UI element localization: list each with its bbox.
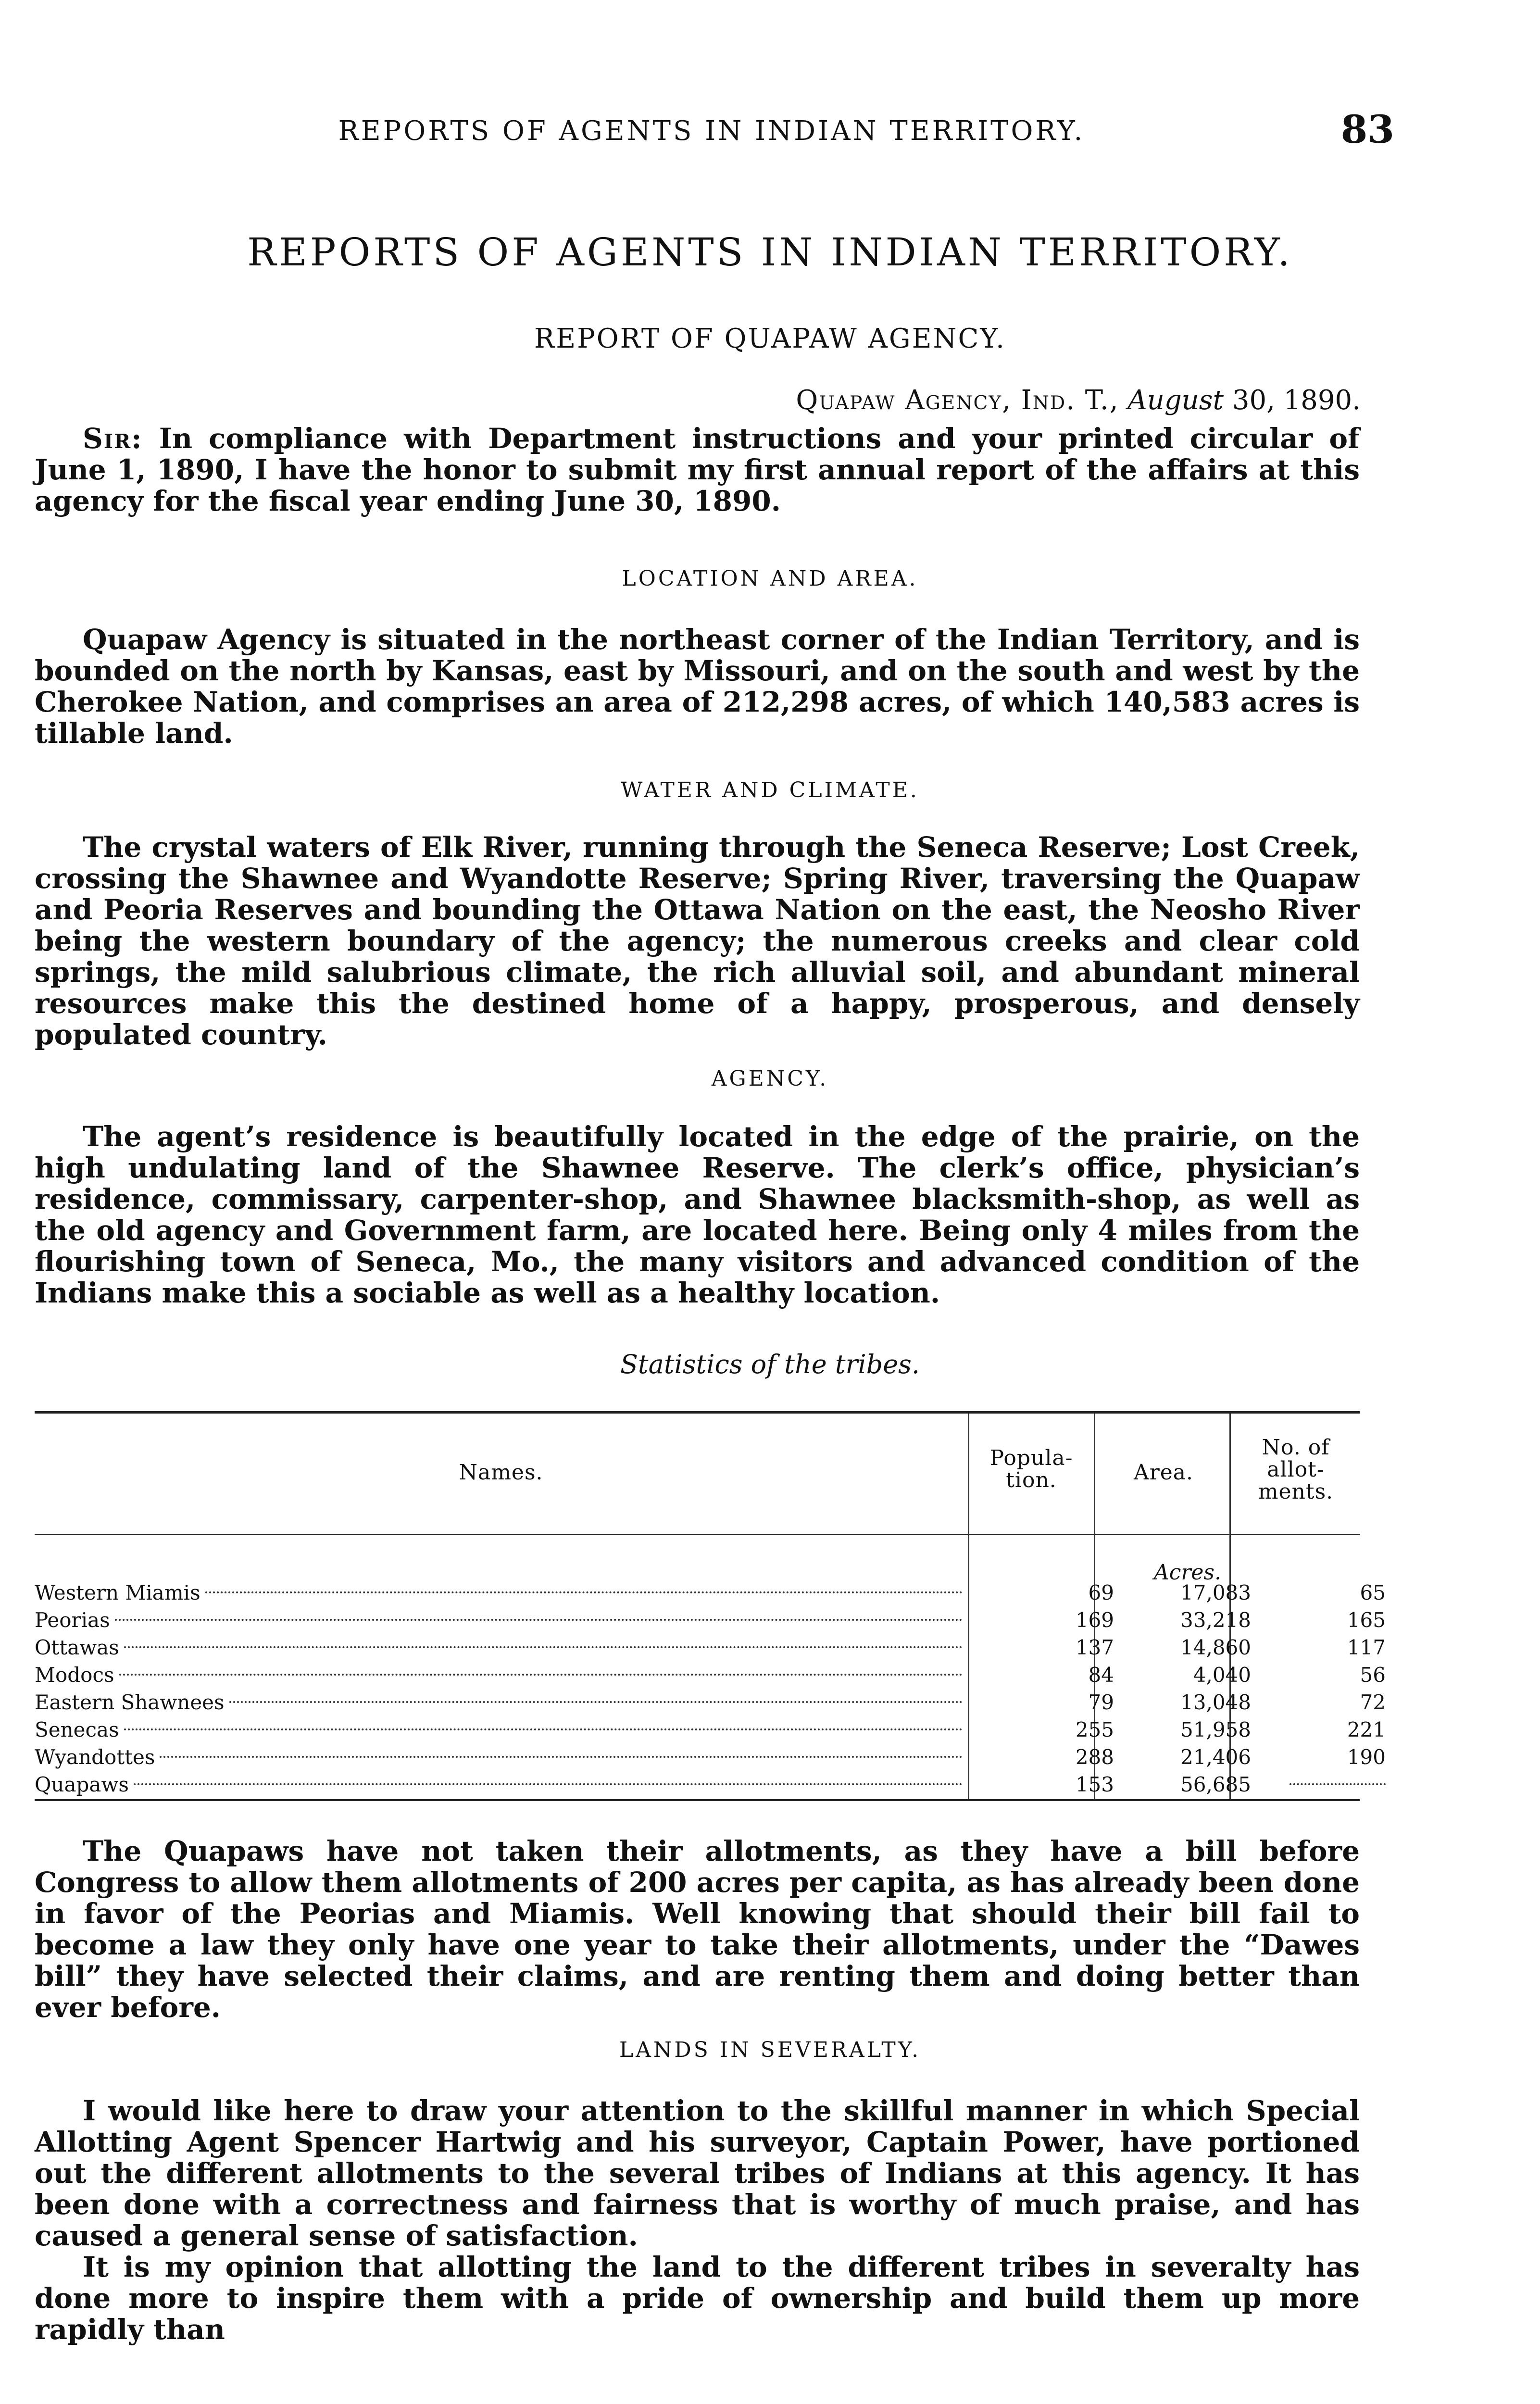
tribe-name: Quapaws bbox=[35, 1773, 129, 1796]
allotments-cell: 65 bbox=[1360, 1581, 1386, 1604]
tribe-name: Ottawas bbox=[35, 1636, 119, 1659]
table-header-rule bbox=[35, 1534, 1360, 1535]
dateline-place: Quapaw Agency, Ind. T., bbox=[796, 385, 1119, 416]
population-cell: 169 bbox=[1075, 1608, 1114, 1632]
report-subtitle: REPORT OF QUAPAW AGENCY. bbox=[534, 323, 1006, 354]
allotments-cell: 72 bbox=[1360, 1690, 1386, 1714]
running-head: REPORTS OF AGENTS IN INDIAN TERRITORY. bbox=[338, 115, 1085, 147]
allotments-cell: 190 bbox=[1347, 1745, 1386, 1769]
population-cell: 255 bbox=[1075, 1718, 1114, 1741]
leader-dots bbox=[124, 1728, 963, 1730]
area-cell: 17,083 bbox=[1180, 1581, 1251, 1604]
tribe-name: Eastern Shawnees bbox=[35, 1690, 225, 1714]
page-number: 83 bbox=[1340, 107, 1394, 152]
salutation-paragraph bbox=[35, 423, 1360, 517]
population-cell: 137 bbox=[1075, 1636, 1114, 1659]
salutation-sir: Sir: bbox=[83, 422, 143, 455]
area-cell: 13,048 bbox=[1180, 1690, 1251, 1714]
table-top-rule bbox=[35, 1411, 1360, 1414]
tribe-name: Peorias bbox=[35, 1608, 110, 1632]
dateline-date: 30, 1890. bbox=[1232, 385, 1361, 416]
area-cell: 33,218 bbox=[1180, 1608, 1251, 1632]
table-row bbox=[35, 1745, 1386, 1769]
salutation-text: In compliance with Department instructions and your printed circular of June 1, 1890, I have the honor to submit my first annual report of the affairs at this agency for the fiscal year ending June 30, 1890. bbox=[35, 422, 1360, 517]
area-cell: 56,685 bbox=[1180, 1773, 1251, 1796]
area-cell: 14,860 bbox=[1180, 1636, 1251, 1659]
water-paragraph bbox=[35, 832, 1360, 1051]
table-row bbox=[35, 1690, 1386, 1714]
tribe-name: Modocs bbox=[35, 1663, 114, 1687]
allotments-note-paragraph bbox=[35, 1836, 1360, 2023]
agency-text: The agent’s residence is beautifully located in the edge of the prairie, on the high undulating land of the Shawnee Reserve. The clerk’s office, physician’s residence, commissary, carpenter-shop, and Shawnee blacksmith-shop, as well as the old agency and Government farm, are located here. Being only 4 miles from the flourishing town of Seneca, Mo., the many visitors and advanced condition of the Indians make this a sociable as well as a healthy location. bbox=[35, 1120, 1360, 1309]
table-row bbox=[35, 1718, 1386, 1741]
leader-dots bbox=[134, 1783, 963, 1785]
area-cell: 51,958 bbox=[1180, 1718, 1251, 1741]
allotments-note-text: The Quapaws have not taken their allotments, as they have a bill before Congress to allow them allotments of 200 acres per capita, as has already been done in favor of the Peorias and Miamis. Well knowing that should their bill fail to become a law they only have one year to take their allotments, under the “Dawes bill” they have selected their claims, and are renting them and doing better than ever before. bbox=[35, 1835, 1360, 2024]
leader-dots bbox=[115, 1619, 963, 1621]
population-cell: 69 bbox=[1088, 1581, 1114, 1604]
page-title: REPORTS OF AGENTS IN INDIAN TERRITORY. bbox=[247, 230, 1293, 275]
agency-paragraph bbox=[35, 1121, 1360, 1309]
dateline-month: August bbox=[1127, 385, 1224, 416]
column-header-area: Area. bbox=[1133, 1460, 1194, 1485]
heading-severalty: LANDS IN SEVERALTY. bbox=[619, 2038, 921, 2062]
table-caption: Statistics of the tribes. bbox=[620, 1349, 920, 1379]
table-row bbox=[35, 1581, 1386, 1604]
population-cell: 84 bbox=[1088, 1663, 1114, 1687]
area-unit-label: Acres. bbox=[1153, 1560, 1221, 1585]
heading-water: WATER AND CLIMATE. bbox=[621, 778, 919, 802]
tribe-name: Western Miamis bbox=[35, 1581, 200, 1604]
table-row bbox=[35, 1663, 1386, 1687]
severalty-paragraphs bbox=[35, 2095, 1360, 2345]
table-row bbox=[35, 1608, 1386, 1632]
population-cell: 288 bbox=[1075, 1745, 1114, 1769]
column-header-population: Popula- tion. bbox=[989, 1446, 1073, 1492]
population-cell: 153 bbox=[1075, 1773, 1114, 1796]
table-row bbox=[35, 1775, 1360, 1795]
population-cell: 79 bbox=[1088, 1690, 1114, 1714]
column-divider bbox=[968, 1414, 969, 1799]
allotments-cell: 56 bbox=[1360, 1663, 1386, 1687]
area-cell: 4,040 bbox=[1193, 1663, 1251, 1687]
table-row bbox=[35, 1636, 1386, 1659]
leader-dots bbox=[229, 1701, 963, 1703]
allotments-empty-dots bbox=[1290, 1783, 1386, 1785]
table-bottom-rule bbox=[35, 1799, 1360, 1801]
leader-dots bbox=[124, 1646, 963, 1648]
water-text: The crystal waters of Elk River, running through the Seneca Reserve; Lost Creek, crossing the Shawnee and Wyandotte Reserve; Spring River, traversing the Quapaw and Peoria Reserves and bounding the Ottawa Nation on the east, the Neosho River being the western boundary of the agency; the numerous creeks and clear cold springs, the mild salubrious climate, the rich alluvial soil, and abundant mineral resources make this the destined home of a happy, prosperous, and densely populated country. bbox=[35, 831, 1360, 1051]
location-paragraph bbox=[35, 624, 1360, 749]
column-header-names: Names. bbox=[459, 1460, 543, 1485]
column-header-allotments: No. of allot- ments. bbox=[1258, 1435, 1334, 1504]
heading-location: LOCATION AND AREA. bbox=[622, 566, 918, 591]
leader-dots bbox=[160, 1756, 963, 1758]
location-text: Quapaw Agency is situated in the northeast corner of the Indian Territory, and is bounded on the north by Kansas, east by Missouri, and on the south and west by the Cherokee Nation, and comprises an area of 212,298 acres, of which 140,583 acres is tillable land. bbox=[35, 623, 1360, 750]
severalty-text-1: I would like here to draw your attention to the skillful manner in which Special Allotting Agent Spencer Hartwig and his surveyor, Captain Power, have portioned out the different allotments to the several tribes of Indians at this agency. It has been done with a correctness and fairness that is worthy of much praise, and has caused a general sense of satisfaction. bbox=[35, 2094, 1360, 2252]
tribe-name: Wyandottes bbox=[35, 1745, 155, 1769]
allotments-cell: 165 bbox=[1347, 1608, 1386, 1632]
allotments-cell: 117 bbox=[1347, 1636, 1386, 1659]
allotments-cell: 221 bbox=[1347, 1718, 1386, 1741]
leader-dots bbox=[119, 1674, 963, 1676]
tribe-name: Senecas bbox=[35, 1718, 119, 1741]
area-cell: 21,406 bbox=[1180, 1745, 1251, 1769]
severalty-text-2: It is my opinion that allotting the land to the different tribes in severalty has done more to inspire them with a pride of ownership and build them up more rapidly than bbox=[35, 2251, 1360, 2346]
heading-agency: AGENCY. bbox=[711, 1066, 829, 1091]
leader-dots bbox=[205, 1591, 963, 1593]
dateline bbox=[639, 385, 1361, 416]
